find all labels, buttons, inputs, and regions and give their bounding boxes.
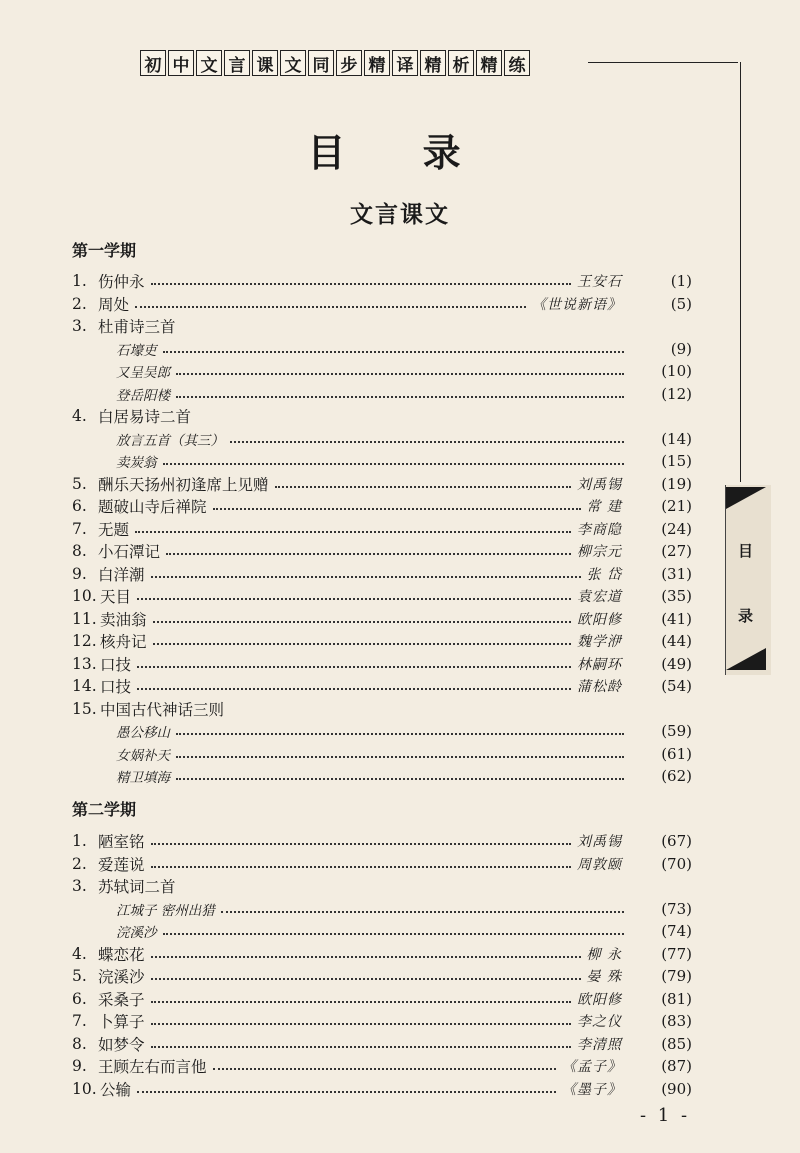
entry-title: 放言五首（其三） bbox=[116, 432, 224, 449]
toc-entry[interactable] bbox=[72, 943, 692, 966]
entry-author: 李之仪 bbox=[577, 1014, 622, 1031]
toc-entry[interactable] bbox=[72, 495, 692, 518]
dot-leader bbox=[166, 553, 571, 555]
entry-author: 《世说新语》 bbox=[532, 296, 622, 313]
entry-author: 柳宗元 bbox=[577, 544, 622, 561]
dot-leader bbox=[221, 911, 624, 913]
toc-entry[interactable] bbox=[72, 360, 692, 383]
toc-entry[interactable] bbox=[72, 270, 692, 293]
entry-title: 采桑子 bbox=[98, 990, 145, 1009]
entry-author: 晏 殊 bbox=[586, 969, 622, 986]
entry-author: 李商隐 bbox=[577, 521, 622, 538]
banner-char: 步 bbox=[336, 50, 362, 76]
entry-number: 12. bbox=[72, 632, 97, 651]
dot-leader bbox=[137, 598, 571, 600]
banner-char: 文 bbox=[196, 50, 222, 76]
toc-entry[interactable] bbox=[72, 585, 692, 608]
entry-author: 刘禹锡 bbox=[577, 476, 622, 493]
dot-leader bbox=[213, 508, 581, 510]
banner-char: 精 bbox=[476, 50, 502, 76]
entry-page: (1) bbox=[670, 272, 692, 291]
entry-number: 10. bbox=[72, 587, 97, 606]
entry-page: (35) bbox=[661, 587, 692, 606]
dot-leader bbox=[135, 306, 526, 308]
entry-page: (9) bbox=[670, 339, 692, 358]
entry-title: 口技 bbox=[100, 655, 132, 674]
entry-page: (31) bbox=[661, 564, 692, 583]
entry-number: 6. bbox=[72, 989, 87, 1008]
entry-page: (61) bbox=[661, 744, 692, 763]
toc-entry[interactable] bbox=[72, 698, 692, 721]
entry-page: (62) bbox=[661, 767, 692, 786]
toc-entry[interactable] bbox=[72, 1033, 692, 1056]
dot-leader bbox=[176, 778, 624, 780]
entry-title: 核舟记 bbox=[100, 633, 147, 652]
dot-leader bbox=[176, 733, 624, 735]
entry-page: (87) bbox=[661, 1057, 692, 1076]
toc-entry[interactable] bbox=[72, 965, 692, 988]
dot-leader bbox=[153, 643, 571, 645]
toc-entry[interactable] bbox=[72, 450, 692, 473]
banner-title bbox=[140, 50, 530, 76]
entry-number: 6. bbox=[72, 497, 87, 516]
toc-entry[interactable] bbox=[72, 898, 692, 921]
dot-leader bbox=[151, 1001, 571, 1003]
entry-author: 周敦颐 bbox=[577, 856, 622, 873]
dot-leader bbox=[137, 666, 571, 668]
toc-entry[interactable] bbox=[72, 540, 692, 563]
entry-number: 5. bbox=[72, 474, 87, 493]
entry-title: 卖油翁 bbox=[100, 610, 147, 629]
toc-entry[interactable] bbox=[72, 875, 692, 898]
entry-number: 7. bbox=[72, 519, 87, 538]
banner-char: 练 bbox=[504, 50, 530, 76]
entry-author: 《墨子》 bbox=[562, 1081, 622, 1098]
entry-number: 8. bbox=[72, 1034, 87, 1053]
entry-title: 卜算子 bbox=[98, 1013, 145, 1032]
banner-char: 精 bbox=[364, 50, 390, 76]
entry-number: 2. bbox=[72, 854, 87, 873]
entry-title: 女娲补天 bbox=[116, 747, 170, 764]
dot-leader bbox=[151, 843, 571, 845]
entry-author: 张 岱 bbox=[586, 566, 622, 583]
entry-author: 蒲松龄 bbox=[577, 679, 622, 696]
entry-number: 3. bbox=[72, 877, 87, 896]
entry-page: (67) bbox=[661, 832, 692, 851]
banner-char: 初 bbox=[140, 50, 166, 76]
toc-entry[interactable] bbox=[72, 988, 692, 1011]
entry-number: 11. bbox=[72, 609, 97, 628]
entry-title: 伤仲永 bbox=[98, 273, 145, 292]
entry-author: 常 建 bbox=[586, 499, 622, 516]
dot-leader bbox=[135, 531, 571, 533]
chapter-tab bbox=[725, 485, 771, 675]
entry-title: 爱莲说 bbox=[98, 855, 145, 874]
entry-number: 4. bbox=[72, 407, 87, 426]
entry-page: (90) bbox=[661, 1079, 692, 1098]
toc-entry[interactable] bbox=[72, 675, 692, 698]
tab-char-lu: 录 bbox=[738, 607, 754, 625]
entry-author: 《孟子》 bbox=[562, 1059, 622, 1076]
toc-entry[interactable] bbox=[72, 383, 692, 406]
banner-char: 中 bbox=[168, 50, 194, 76]
dot-leader bbox=[176, 396, 624, 398]
entry-title: 苏轼词二首 bbox=[98, 878, 176, 897]
banner-char: 同 bbox=[308, 50, 334, 76]
entry-title: 白居易诗二首 bbox=[98, 408, 192, 427]
dot-leader bbox=[275, 486, 571, 488]
entry-page: (74) bbox=[661, 922, 692, 941]
entry-page: (15) bbox=[661, 452, 692, 471]
entry-title: 无题 bbox=[98, 520, 130, 539]
page-title: 目 录 bbox=[307, 131, 493, 175]
entry-number: 13. bbox=[72, 654, 97, 673]
dot-leader bbox=[230, 441, 624, 443]
toc-entry[interactable] bbox=[72, 853, 692, 876]
entry-author: 林嗣环 bbox=[577, 656, 622, 673]
dot-leader bbox=[151, 283, 571, 285]
entry-page: (85) bbox=[661, 1034, 692, 1053]
entry-title: 公输 bbox=[100, 1080, 132, 1099]
banner-char: 精 bbox=[420, 50, 446, 76]
toc-entry[interactable] bbox=[72, 743, 692, 766]
entry-author: 欧阳修 bbox=[577, 611, 622, 628]
dot-leader bbox=[153, 621, 571, 623]
entry-page: (19) bbox=[661, 474, 692, 493]
entry-number: 4. bbox=[72, 944, 87, 963]
entry-page: (49) bbox=[661, 654, 692, 673]
entry-page: (73) bbox=[661, 899, 692, 918]
entry-title: 如梦令 bbox=[98, 1035, 145, 1054]
toc-entry[interactable] bbox=[72, 765, 692, 788]
entry-number: 1. bbox=[72, 272, 87, 291]
entry-page: (10) bbox=[661, 362, 692, 381]
toc-entry[interactable] bbox=[72, 473, 692, 496]
entry-title: 浣溪沙 bbox=[116, 925, 157, 942]
entry-page: (44) bbox=[661, 632, 692, 651]
entry-title: 陋室铭 bbox=[98, 833, 145, 852]
toc-entry[interactable] bbox=[72, 518, 692, 541]
dot-leader bbox=[163, 351, 625, 353]
toc-entry[interactable] bbox=[72, 315, 692, 338]
tab-triangle-bottom bbox=[726, 648, 766, 670]
entry-title: 登岳阳楼 bbox=[116, 387, 170, 404]
entry-title: 精卫填海 bbox=[116, 770, 170, 787]
page-number: - 1 - bbox=[640, 1105, 691, 1126]
tab-triangle-top bbox=[726, 487, 766, 509]
entry-number: 7. bbox=[72, 1012, 87, 1031]
dot-leader bbox=[151, 1023, 571, 1025]
entry-author: 李清照 bbox=[577, 1036, 622, 1053]
entry-page: (12) bbox=[661, 384, 692, 403]
entry-page: (77) bbox=[661, 944, 692, 963]
entry-page: (70) bbox=[661, 854, 692, 873]
entry-author: 魏学洢 bbox=[577, 634, 622, 651]
toc-entry[interactable] bbox=[72, 428, 692, 451]
toc-entry[interactable] bbox=[72, 608, 692, 631]
entry-page: (27) bbox=[661, 542, 692, 561]
toc-entry[interactable] bbox=[72, 563, 692, 586]
entry-title: 又呈吴郎 bbox=[116, 365, 170, 382]
dot-leader bbox=[137, 688, 571, 690]
entry-title: 浣溪沙 bbox=[98, 968, 145, 987]
page-subtitle: 文言课文 bbox=[350, 202, 450, 228]
entry-title: 蝶恋花 bbox=[98, 945, 145, 964]
toc-entry[interactable] bbox=[72, 1010, 692, 1033]
dot-leader bbox=[151, 978, 581, 980]
entry-page: (83) bbox=[661, 1012, 692, 1031]
dot-leader bbox=[213, 1068, 556, 1070]
banner-char: 言 bbox=[224, 50, 250, 76]
entry-title: 杜甫诗三首 bbox=[98, 318, 176, 337]
toc-entry[interactable] bbox=[72, 630, 692, 653]
banner-char: 译 bbox=[392, 50, 418, 76]
entry-number: 9. bbox=[72, 564, 87, 583]
toc-entry[interactable] bbox=[72, 1078, 692, 1101]
entry-number: 1. bbox=[72, 832, 87, 851]
banner-char: 析 bbox=[448, 50, 474, 76]
term2-toc bbox=[72, 830, 692, 1100]
toc-entry[interactable] bbox=[72, 920, 692, 943]
toc-entry[interactable] bbox=[72, 720, 692, 743]
term1-heading: 第一学期 bbox=[72, 241, 137, 260]
entry-number: 2. bbox=[72, 294, 87, 313]
entry-title: 江城子 密州出猎 bbox=[116, 902, 215, 919]
banner-char: 课 bbox=[252, 50, 278, 76]
entry-number: 10. bbox=[72, 1079, 97, 1098]
entry-page: (54) bbox=[661, 677, 692, 696]
term1-toc bbox=[72, 270, 692, 788]
entry-page: (14) bbox=[661, 429, 692, 448]
entry-number: 8. bbox=[72, 542, 87, 561]
entry-title: 天目 bbox=[100, 588, 132, 607]
toc-entry[interactable] bbox=[72, 1055, 692, 1078]
entry-author: 袁宏道 bbox=[577, 589, 622, 606]
toc-entry[interactable] bbox=[72, 338, 692, 361]
entry-title: 周处 bbox=[98, 295, 130, 314]
entry-author: 王安石 bbox=[577, 274, 622, 291]
entry-number: 14. bbox=[72, 677, 97, 696]
dot-leader bbox=[163, 933, 625, 935]
entry-page: (59) bbox=[661, 722, 692, 741]
dot-leader bbox=[151, 576, 581, 578]
toc-entry[interactable] bbox=[72, 293, 692, 316]
banner-char: 文 bbox=[280, 50, 306, 76]
entry-author: 欧阳修 bbox=[577, 991, 622, 1008]
entry-page: (79) bbox=[661, 967, 692, 986]
entry-title: 小石潭记 bbox=[98, 543, 161, 562]
entry-title: 题破山寺后禅院 bbox=[98, 498, 207, 517]
dot-leader bbox=[176, 373, 624, 375]
term2-heading: 第二学期 bbox=[72, 800, 137, 819]
banner-rule bbox=[588, 62, 738, 63]
entry-title: 愚公移山 bbox=[116, 725, 170, 742]
dot-leader bbox=[151, 956, 581, 958]
entry-number: 5. bbox=[72, 967, 87, 986]
entry-number: 15. bbox=[72, 699, 97, 718]
entry-page: (5) bbox=[670, 294, 692, 313]
toc-entry[interactable] bbox=[72, 653, 692, 676]
dot-leader bbox=[151, 866, 571, 868]
entry-title: 酬乐天扬州初逢席上见赠 bbox=[98, 475, 269, 494]
entry-title: 卖炭翁 bbox=[116, 455, 157, 472]
toc-entry[interactable] bbox=[72, 405, 692, 428]
entry-title: 口技 bbox=[100, 678, 132, 697]
toc-entry[interactable] bbox=[72, 830, 692, 853]
series-banner bbox=[140, 48, 590, 78]
entry-number: 3. bbox=[72, 317, 87, 336]
entry-author: 柳 永 bbox=[586, 946, 622, 963]
entry-title: 白洋潮 bbox=[98, 565, 145, 584]
entry-title: 石壕吏 bbox=[116, 342, 157, 359]
entry-page: (21) bbox=[661, 497, 692, 516]
entry-page: (24) bbox=[661, 519, 692, 538]
entry-title: 王顾左右而言他 bbox=[98, 1058, 207, 1077]
dot-leader bbox=[137, 1091, 556, 1093]
entry-page: (81) bbox=[661, 989, 692, 1008]
entry-author: 刘禹锡 bbox=[577, 834, 622, 851]
dot-leader bbox=[176, 756, 624, 758]
entry-title: 中国古代神话三则 bbox=[100, 700, 225, 719]
entry-number: 9. bbox=[72, 1057, 87, 1076]
dot-leader bbox=[151, 1046, 571, 1048]
entry-page: (41) bbox=[661, 609, 692, 628]
dot-leader bbox=[163, 463, 625, 465]
tab-char-mu: 目 bbox=[738, 542, 754, 560]
